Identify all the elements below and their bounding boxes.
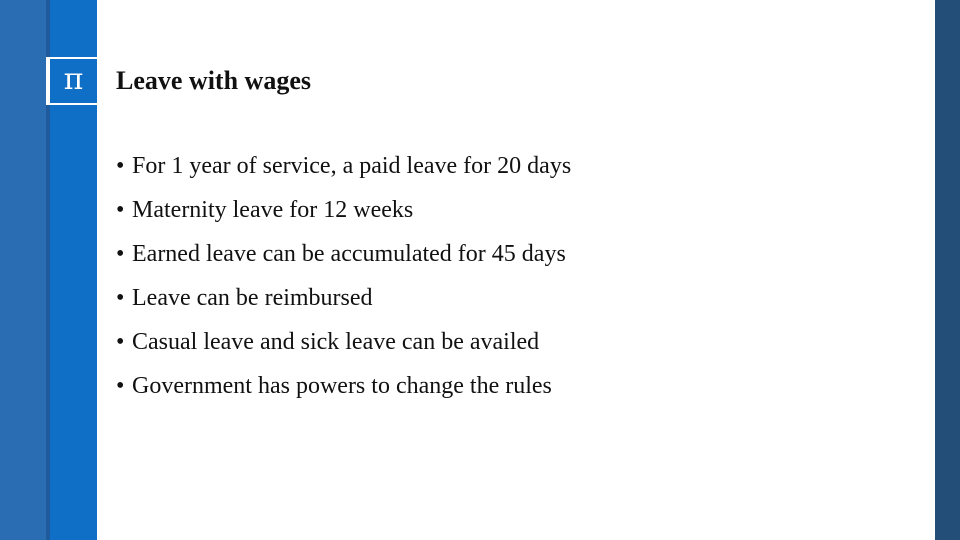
- bullet-list: [116, 150, 571, 414]
- bullet-text: Leave can be reimbursed: [132, 285, 373, 311]
- title-marker: [50, 57, 97, 105]
- bullet-mark: •: [116, 241, 125, 267]
- bullet-item: [116, 194, 571, 238]
- bullet-mark: •: [116, 329, 125, 355]
- left-accent-band-dark: [0, 0, 46, 540]
- bullet-mark: •: [116, 373, 125, 399]
- bullet-text: Government has powers to change the rules: [132, 373, 552, 399]
- bullet-text: Casual leave and sick leave can be availed: [132, 329, 540, 355]
- bullet-text: Earned leave can be accumulated for 45 days: [132, 241, 566, 267]
- bullet-mark: •: [116, 153, 125, 179]
- right-accent-band: [935, 0, 960, 540]
- bullet-mark: •: [116, 197, 125, 223]
- bullet-text: Maternity leave for 12 weeks: [132, 197, 414, 223]
- bullet-item: [116, 282, 571, 326]
- slide-title: Leave with wages: [116, 66, 311, 95]
- bullet-item: [116, 370, 571, 414]
- pi-icon: π: [63, 62, 84, 97]
- bullet-item: [116, 326, 571, 370]
- bullet-text: For 1 year of service, a paid leave for 20 days: [132, 153, 572, 179]
- bullet-item: [116, 238, 571, 282]
- bullet-mark: •: [116, 285, 125, 311]
- bullet-item: [116, 150, 571, 194]
